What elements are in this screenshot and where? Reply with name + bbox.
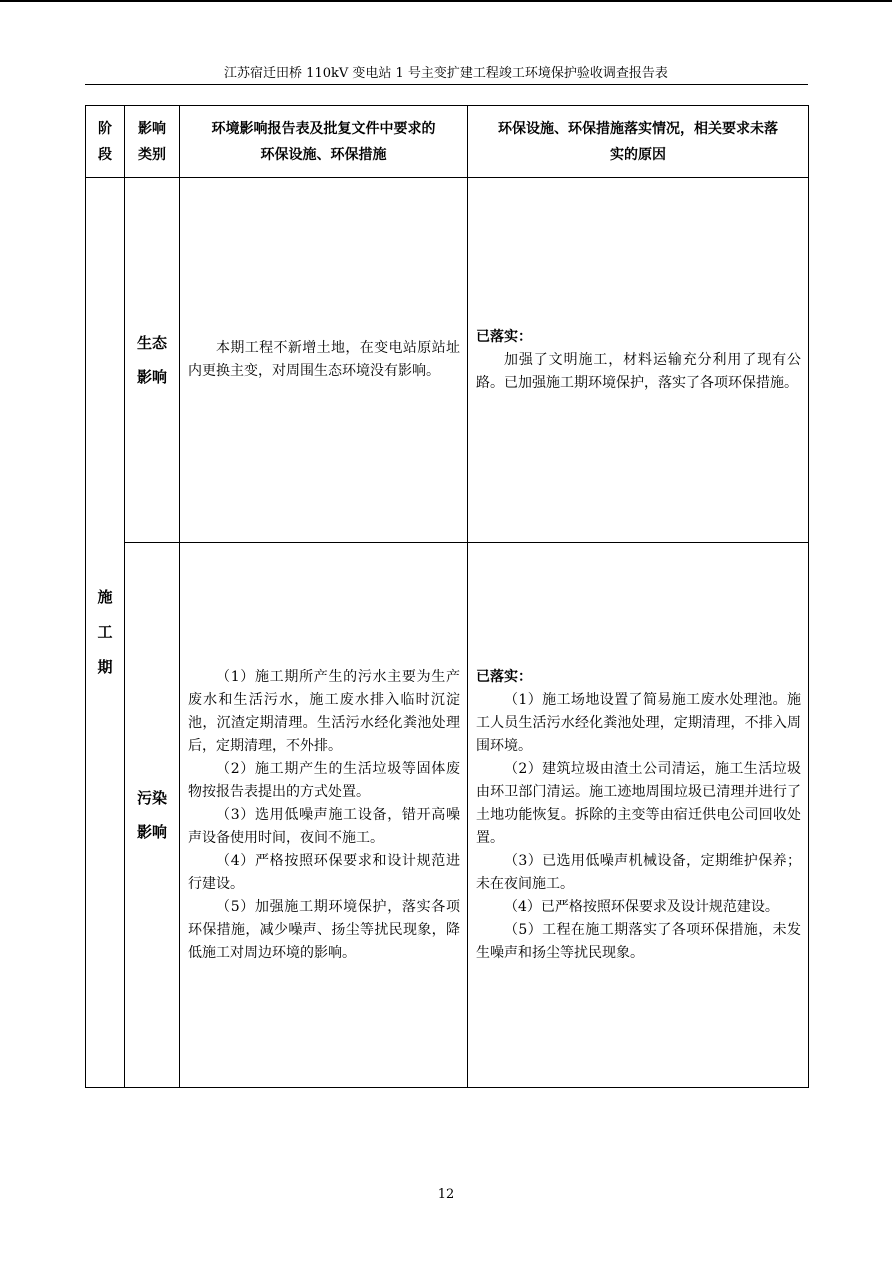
category-cell-ecological: 生态 影响: [125, 178, 180, 543]
stage-cell-construction: 施 工 期: [86, 178, 125, 1088]
col-header-requirements: 环境影响报告表及批复文件中要求的 环保设施、环保措施: [180, 106, 468, 178]
implementation-paragraph: （3）已选用低噪声机械设备，定期维护保养；未在夜间施工。: [476, 852, 801, 892]
implementation-paragraph: （1）施工场地设置了简易施工废水处理池。施工人员生活污水经化粪池处理，定期清理，不排入周围环境。: [476, 691, 801, 754]
implementation-paragraph: （5）工程在施工期落实了各项环保措施，未发生噪声和扬尘等扰民现象。: [476, 921, 801, 961]
status-label: 已落实：: [476, 668, 532, 685]
top-border-line: [0, 0, 892, 2]
requirements-cell-ecological: [180, 178, 468, 543]
requirement-paragraph: （5）加强施工期环境保护，落实各项环保措施，减少噪声、扬尘等扰民现象，降低施工对周边环境的影响。: [188, 898, 460, 961]
category-cell-pollution: 污染 影响: [125, 543, 180, 1088]
header-underline: [85, 84, 808, 85]
implementation-paragraph: （4）已严格按照环保要求及设计规范建设。: [504, 898, 779, 915]
col-header-category: 影响 类别: [125, 106, 180, 178]
implementation-paragraph: （2）建筑垃圾由渣土公司清运，施工生活垃圾由环卫部门清运。施工迹地周围垃圾已清理并进行了土地功能恢复。拆除的主变等由宿迁供电公司回收处置。: [476, 760, 801, 846]
environmental-measures-table: [85, 105, 809, 1088]
report-header-title: 江苏宿迁田桥 110kV 变电站 1 号主变扩建工程竣工环境保护验收调查报告表: [224, 66, 668, 81]
table-header-row: [86, 106, 809, 178]
implementation-cell-pollution: [468, 543, 809, 1088]
requirements-cell-pollution: [180, 543, 468, 1088]
requirement-paragraph: （4）严格按照环保要求和设计规范进行建设。: [188, 852, 460, 892]
requirement-paragraph: （2）施工期产生的生活垃圾等固体废物按报告表提出的方式处置。: [188, 760, 460, 800]
table-row-ecological-impact: [86, 178, 809, 543]
requirement-paragraph: （3）选用低噪声施工设备，错开高噪声设备使用时间，夜间不施工。: [188, 806, 460, 846]
page-number: 12: [437, 1187, 455, 1202]
status-label: 已落实：: [476, 328, 532, 345]
implementation-paragraph: 加强了文明施工，材料运输充分利用了现有公路。已加强施工期环境保护，落实了各项环保措施。: [476, 351, 801, 391]
requirement-paragraph: 本期工程不新增土地，在变电站原站址内更换主变，对周围生态环境没有影响。: [188, 340, 460, 379]
col-header-stage: 阶 段: [86, 106, 125, 178]
requirement-paragraph: （1）施工期所产生的污水主要为生产废水和生活污水，施工废水排入临时沉淀池，沉渣定期清理。生活污水经化粪池处理后，定期清理，不外排。: [188, 668, 460, 754]
col-header-implementation: 环保设施、环保措施落实情况，相关要求未落 实的原因: [468, 106, 809, 178]
table-row-pollution-impact: [86, 543, 809, 1088]
implementation-cell-ecological: [468, 178, 809, 543]
